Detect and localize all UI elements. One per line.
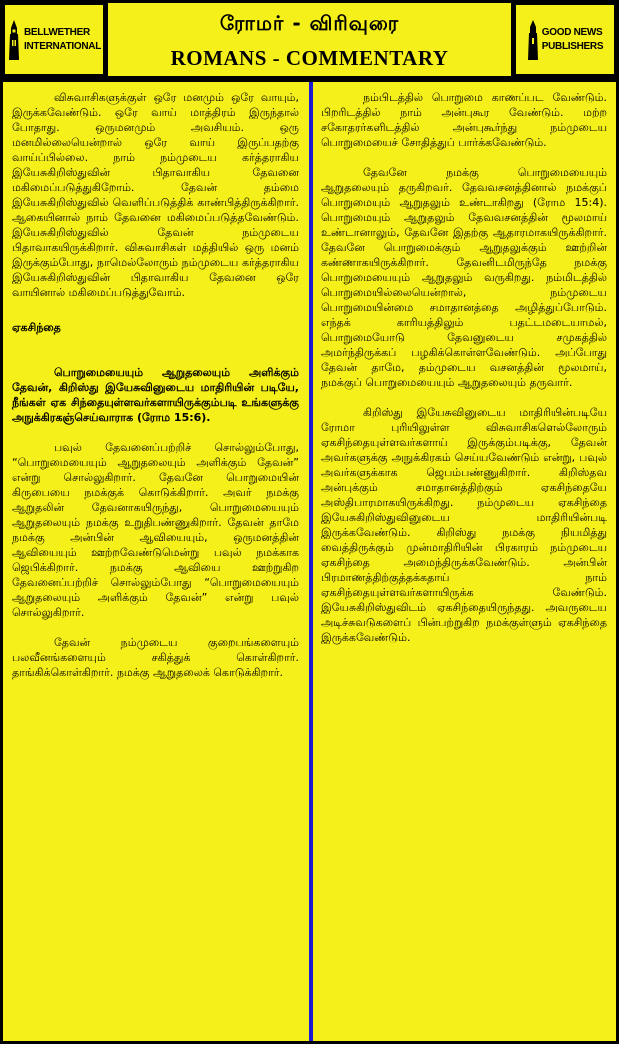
right-paragraph-3: கிறிஸ்து இயேசுவினுடைய மாதிரியின்படியே ரோமா புரியிலுள்ள விசுவாசிகளெல்லோரும் ஏகசிந்தையுள்ளவர்களாய் இருக்கும்படிக்கு, தேவன் அவர்களுக்கு அநுக்கிரகம் செய்யவேண்டும் என்று, பவுல் அவர்களுக்காக ஜெபம்பண்ணுகிறார். கிறிஸ்தவ அன்புக்கும் சமாதானத்திற்கும் ஏகசிந்தையே அஸ்திபாரமாகயிருக்கிறது. நம்முடைய ஏகசிந்தை இயேசுகிறிஸ்துவினுடைய மாதிரியின்படி இருக்கவேண்டும். கிறிஸ்து நமக்கு நியமித்து வைத்திருக்கும் முன்மாதிரியின் பிரகாரம் நம்முடைய ஏகசிந்தை அமைந்திருக்கவேண்டும். அன்பின் பிரமாணத்திற்குத்தக்கதாய் நாம் ஏகசிந்தையுள்ளவர்களாயிருக்க வேண்டும். இயேசுகிறிஸ்துவிடம் ஏகசிந்தையிருந்தது. அவருடைய அடிச்சுவடுகளைப் பின்பற்றுகிற நமக்குள்ளும் ஏகசிந்தை இருக்கவேண்டும். <box>321 406 607 644</box>
left-paragraph-3: தேவன் நம்முடைய குறைபங்களையும் பலவீனங்களையும் சகித்துக் கொள்கிறார். தாங்கிக்கொள்கிறார். நமக்கு ஆறுதலைக் கொடுக்கிறார். <box>12 636 299 679</box>
column-divider <box>309 82 313 1041</box>
commentary-body <box>3 82 616 1041</box>
page-title-english: ROMANS - COMMENTARY <box>170 46 449 70</box>
good-news-line1: GOOD NEWS <box>541 26 603 38</box>
left-column <box>12 90 299 695</box>
page-title-tamil: ரோமர் - விரிவுரை <box>219 11 400 35</box>
right-column <box>321 90 607 660</box>
title-banner <box>108 3 511 76</box>
good-news-line2: PUBLISHERS <box>541 40 604 52</box>
tower-icon <box>527 20 539 60</box>
page-header <box>0 0 619 79</box>
left-paragraph-1: விசுவாசிகளுக்குள் ஒரே மனமும் ஒரே வாயும், இருக்கவேண்டும். ஒரே வாய் மாத்திரம் இருந்தால் போதாது. ஒருமனமும் அவசியம். ஒரு மனமில்லையென்றால் ஒரே வாய் இருப்பதற்கு வாய்ப்பில்லை. நாம் நம்முடைய கர்த்தராகிய இயேசுகிறிஸ்துவின் பிதாவாகிய தேவனை மகிமைப்படுத்துகிறோம். தேவன் தம்மை இயேசுகிறிஸ்துவில் வெளிப்படுத்திக் காண்பித்திருக்கிறார். ஆகையினால் நாம் தேவனை மகிமைப்படுத்தவேண்டும். இயேசுகிறிஸ்துவில் தேவன் நம்முடைய பிதாவாகயிருக்கிறார். விசுவாசிகள் மத்தியில் ஒரு மனம் இருக்கும்போது, நாமெல்லோரும் நம்முடைய கர்த்தராகிய இயேசுகிறிஸ்துவின் பிதாவாகிய தேவனை ஒரே வாயினால் மகிமைப்படுத்துவோம். <box>12 91 299 299</box>
bellwether-logo <box>3 3 105 76</box>
bellwether-line1: BELLWETHER <box>23 26 90 38</box>
good-news-logo <box>514 3 616 76</box>
right-paragraph-1: நம்பிடத்தில் பொறுமை காணப்பட வேண்டும். பிறரிடத்தில் நாம் அன்புகூர வேண்டும். மற்ற சகோதரர்களிடத்தில் அன்புகூர்ந்து நம்முடைய பொறுமையைச் சோதித்துப் பார்க்கவேண்டும். <box>321 91 607 149</box>
section-heading: ஏகசிந்தை <box>12 321 61 334</box>
bell-tower-icon <box>7 20 21 60</box>
verse-quote: பொறுமையையும் ஆறுதலையும் அளிக்கும் தேவன், கிறிஸ்து இயேசுவினுடைய மாதிரியின் படியே, நீங்கள் ஏக சிந்தையுள்ளவர்களாயிருக்கும்படி உங்களுக்கு அநுக்கிரகஞ்செய்வாராக (ரோம 15:6). <box>12 366 299 424</box>
left-paragraph-2: பவுல் தேவனைப்பற்றிச் சொல்லும்போது, “பொறுமையையும் ஆறுதலையும் அளிக்கும் தேவன்” என்று சொல்லுகிறார். தேவனே பொறுமையின் கிருபையை நமக்குக் கொடுக்கிறார். அவர் நமக்கு ஆறுதலின் தேவனாகயிருந்து, பொறுமையையும் ஆறுதலையும் நமக்கு உறுதிபண்ணுகிறார். தேவன் தாமே நமக்கு அன்பின் ஆவியையும், ஒருமனத்தின் ஆவியையும் ஊற்றவேண்டுமென்று பவுல் நமக்காக ஜெபிக்கிறார். நமக்கு ஆவியை ஊற்றுகிற தேவனைப்பற்றிச் சொல்லும்போது “பொறுமையையும் ஆறுதலையும் அளிக்கும் தேவன்” என்று பவுல் சொல்லுகிறார். <box>12 441 299 619</box>
right-paragraph-2: தேவனே நமக்கு பொறுமையையும் ஆறுதலையும் தருகிறவர். தேவவசனத்தினால் நமக்குப் பொறுமையும் ஆறுதலும் உண்டாகிறது (ரோம 15:4). பொறுமையும் ஆறுதலும் தேவவசனத்தின் மூலமாய் உண்டானாலும், தேவனே இதற்கு ஆதாரமாகயிருக்கிறார். தேவனே பொறுமைக்கும் ஆறுதலுக்கும் ஊற்றின் கண்ணாகயிருக்கிறார். தேவனிடமிருந்தே நமக்கு பொறுமையையும் ஆறுதலும் வருகிறது. நம்மிடத்தில் பொறுமையில்லையென்றால், நம்முடைய பொறுமையின்மை சமாதானத்தை அழித்துப்போடும். எந்தக் காரியத்திலும் பதட்டமடையாமல், பொறுமையோடு தேவனுடைய சமுகத்தில் அமர்ந்திருக்கப் பழகிக்கொள்ளவேண்டும். அப்போது தேவன் தாமே, தம்முடைய வசனத்தின் மூலமாய், நமக்குப் பொறுமையையும் ஆறுதலையும் தருவார். <box>321 166 607 389</box>
bellwether-line2: INTERNATIONAL <box>23 40 102 52</box>
